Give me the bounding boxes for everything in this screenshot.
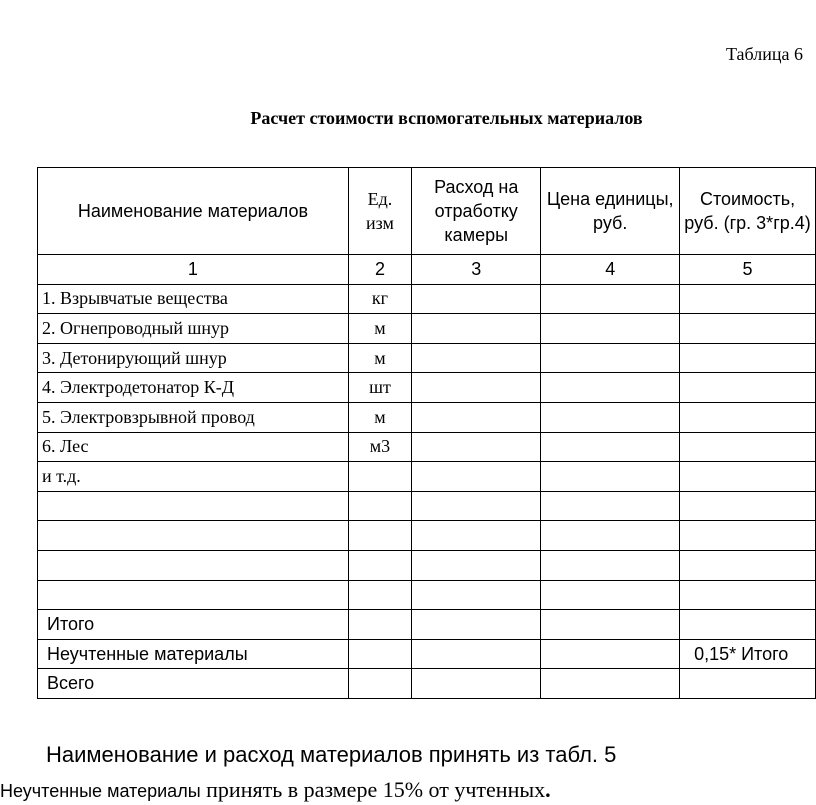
total-row xyxy=(38,610,816,640)
table-row xyxy=(38,521,816,551)
empty-cell xyxy=(541,314,680,344)
empty-cell xyxy=(348,639,411,669)
material-unit: кг xyxy=(348,284,411,314)
column-number: 5 xyxy=(680,255,816,285)
empty-cell xyxy=(412,550,541,580)
material-unit: м xyxy=(348,314,411,344)
table-row xyxy=(38,314,816,344)
empty-cell xyxy=(412,639,541,669)
empty-cell xyxy=(541,284,680,314)
empty-cell xyxy=(680,462,816,492)
table-row xyxy=(38,580,816,610)
material-name xyxy=(38,491,349,521)
note-unaccounted-term: Неучтенные материалы xyxy=(0,781,201,801)
empty-cell xyxy=(680,669,816,699)
note-period: . xyxy=(545,777,551,802)
empty-cell xyxy=(541,521,680,551)
table-row xyxy=(38,462,816,492)
material-unit: м3 xyxy=(348,432,411,462)
note-unaccounted-text: принять в размере 15% от учтенных xyxy=(200,777,546,802)
empty-cell xyxy=(541,432,680,462)
empty-cell xyxy=(680,314,816,344)
empty-cell xyxy=(680,284,816,314)
empty-cell xyxy=(541,580,680,610)
empty-cell xyxy=(412,669,541,699)
empty-cell xyxy=(541,610,680,640)
material-unit xyxy=(348,580,411,610)
empty-cell xyxy=(412,284,541,314)
header-name: Наименование материалов xyxy=(38,168,349,255)
empty-cell xyxy=(680,580,816,610)
empty-cell xyxy=(412,432,541,462)
material-unit xyxy=(348,491,411,521)
empty-cell xyxy=(680,610,816,640)
empty-cell xyxy=(348,669,411,699)
column-number-row xyxy=(38,255,816,285)
empty-cell xyxy=(412,521,541,551)
material-name: 3. Детонирующий шнур xyxy=(38,343,349,373)
empty-cell xyxy=(348,610,411,640)
material-name: 2. Огнепроводный шнур xyxy=(38,314,349,344)
material-unit: шт xyxy=(348,373,411,403)
unaccounted-label: Неучтенные материалы xyxy=(38,639,349,669)
note-source: Наименование и расход материалов принять из табл. 5 xyxy=(46,742,617,767)
material-name: 5. Электровзрывной провод xyxy=(38,402,349,432)
table-header-row xyxy=(38,168,816,255)
header-consumption: Расход на отработку камеры xyxy=(412,168,541,255)
material-unit: м xyxy=(348,402,411,432)
empty-cell xyxy=(541,639,680,669)
table-row xyxy=(38,491,816,521)
empty-cell xyxy=(412,462,541,492)
empty-cell xyxy=(541,462,680,492)
empty-cell xyxy=(541,373,680,403)
header-price: Цена единицы, руб. xyxy=(541,168,680,255)
empty-cell xyxy=(412,314,541,344)
materials-table xyxy=(37,167,816,699)
unaccounted-formula: 0,15* Итого xyxy=(680,639,816,669)
table-number-label: Таблица 6 xyxy=(726,44,803,64)
empty-cell xyxy=(541,669,680,699)
table-row xyxy=(38,550,816,580)
column-number: 3 xyxy=(412,255,541,285)
grand-total-row xyxy=(38,669,816,699)
empty-cell xyxy=(541,402,680,432)
material-name xyxy=(38,580,349,610)
empty-cell xyxy=(412,343,541,373)
header-unit: Ед. изм xyxy=(348,168,411,255)
unaccounted-row xyxy=(38,639,816,669)
table-row xyxy=(38,343,816,373)
empty-cell xyxy=(412,373,541,403)
table-row xyxy=(38,432,816,462)
empty-cell xyxy=(412,491,541,521)
column-number: 1 xyxy=(38,255,349,285)
material-name: 4. Электродетонатор К-Д xyxy=(38,373,349,403)
empty-cell xyxy=(541,343,680,373)
empty-cell xyxy=(680,521,816,551)
empty-cell xyxy=(412,402,541,432)
page-title: Расчет стоимости вспомогательных материалов xyxy=(250,108,643,128)
material-unit xyxy=(348,550,411,580)
column-number: 4 xyxy=(541,255,680,285)
empty-cell xyxy=(680,343,816,373)
empty-cell xyxy=(541,491,680,521)
material-name: 6. Лес xyxy=(38,432,349,462)
table-row xyxy=(38,373,816,403)
empty-cell xyxy=(680,550,816,580)
table-row xyxy=(38,284,816,314)
empty-cell xyxy=(541,550,680,580)
material-unit xyxy=(348,521,411,551)
material-name xyxy=(38,521,349,551)
total-label: Итого xyxy=(38,610,349,640)
empty-cell xyxy=(680,373,816,403)
material-name: и т.д. xyxy=(38,462,349,492)
material-name xyxy=(38,550,349,580)
material-unit xyxy=(348,462,411,492)
empty-cell xyxy=(412,580,541,610)
material-name: 1. Взрывчатые вещества xyxy=(38,284,349,314)
material-unit: м xyxy=(348,343,411,373)
grand-total-label: Всего xyxy=(38,669,349,699)
note-unaccounted xyxy=(0,777,551,803)
header-cost: Стоимость, руб. (гр. 3*гр.4) xyxy=(680,168,816,255)
empty-cell xyxy=(412,610,541,640)
empty-cell xyxy=(680,491,816,521)
column-number: 2 xyxy=(348,255,411,285)
empty-cell xyxy=(680,402,816,432)
table-row xyxy=(38,402,816,432)
empty-cell xyxy=(680,432,816,462)
